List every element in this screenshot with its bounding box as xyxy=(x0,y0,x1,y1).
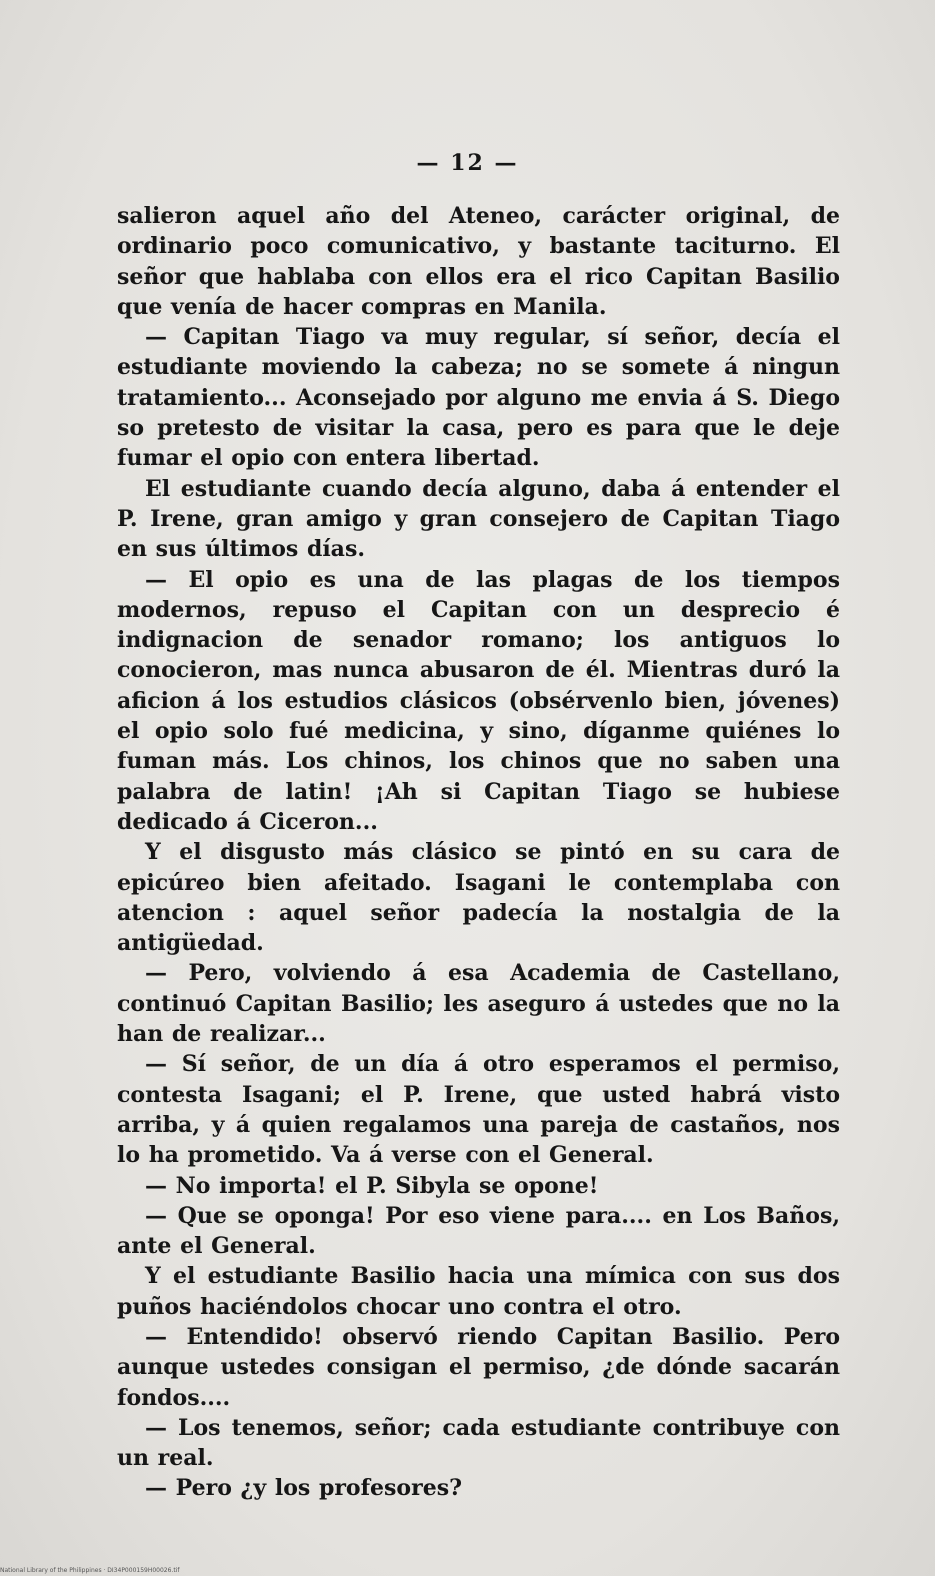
paragraph-13: — Pero ¿y los profesores? xyxy=(145,1475,462,1502)
paragraph-12: — Los tenemos, señor; cada estudiante contribuye con un real. xyxy=(117,1414,840,1472)
paragraph-7: — Sí señor, de un día á otro esperamos el permiso, contesta Isagani; el P. Irene, que usted habrá visto arriba, y á quien regalamos una pareja de castaños, nos lo ha prometido. Va á verse con el General. xyxy=(117,1051,840,1169)
paragraph-2: — Capitan Tiago va muy regular, sí señor, decía el estudiante moviendo la cabeza; no se somete á ningun tratamiento... Aconsejado por alguno me envia á S. Diego so pretesto de visitar la casa, pero es para que le deje fumar el opio con entera libertad. xyxy=(117,324,840,472)
body-text xyxy=(117,201,840,1504)
paragraph-6: — Pero, volviendo á esa Academia de Castellano, continuó Capitan Basilio; les aseguro á ustedes que no la han de realizar... xyxy=(117,960,840,1048)
paragraph-4: — El opio es una de las plagas de los tiempos modernos, repuso el Capitan con un desprecio é indignacion de senador romano; los antiguos lo conocieron, mas nunca abusaron de él. Mientras duró la aficion á los estudios clásicos (obsérvenlo bien, jóvenes) el opio solo fué medicina, y sino, díganme quiénes lo fuman más. Los chinos, los chinos que no saben una palabra de latin! ¡Ah si Capitan Tiago se hubiese dedicado á Ciceron... xyxy=(117,566,840,835)
paragraph-3: El estudiante cuando decía alguno, daba á entender el P. Irene, gran amigo y gran consejero de Capitan Tiago en sus últimos días. xyxy=(117,475,840,563)
paragraph-5: Y el disgusto más clásico se pintó en su cara de epicúreo bien afeitado. Isagani le contemplaba con atencion : aquel señor padecía la nostalgia de la antigüedad. xyxy=(117,839,840,957)
page-number: — 12 — xyxy=(416,150,519,176)
paragraph-11: — Entendido! observó riendo Capitan Basilio. Pero aunque ustedes consigan el permiso, ¿de dónde sacarán fondos.... xyxy=(117,1323,840,1411)
paragraph-1: salieron aquel año del Ateneo, carácter original, de ordinario poco comunicativo, y bastante taciturno. El señor que hablaba con ellos era el rico Capitan Basilio que venía de hacer compras en Manila. xyxy=(117,203,840,320)
paragraph-10: Y el estudiante Basilio hacia una mímica con sus dos puños haciéndolos chocar uno contra el otro. xyxy=(117,1263,840,1320)
paragraph-8: — No importa! el P. Sibyla se opone! xyxy=(145,1172,599,1199)
scan-footer: National Library of the Philippines · DI34P000159H00026.tif xyxy=(0,1567,180,1574)
paragraph-9: — Que se oponga! Por eso viene para.... en Los Baños, ante el General. xyxy=(117,1202,840,1260)
